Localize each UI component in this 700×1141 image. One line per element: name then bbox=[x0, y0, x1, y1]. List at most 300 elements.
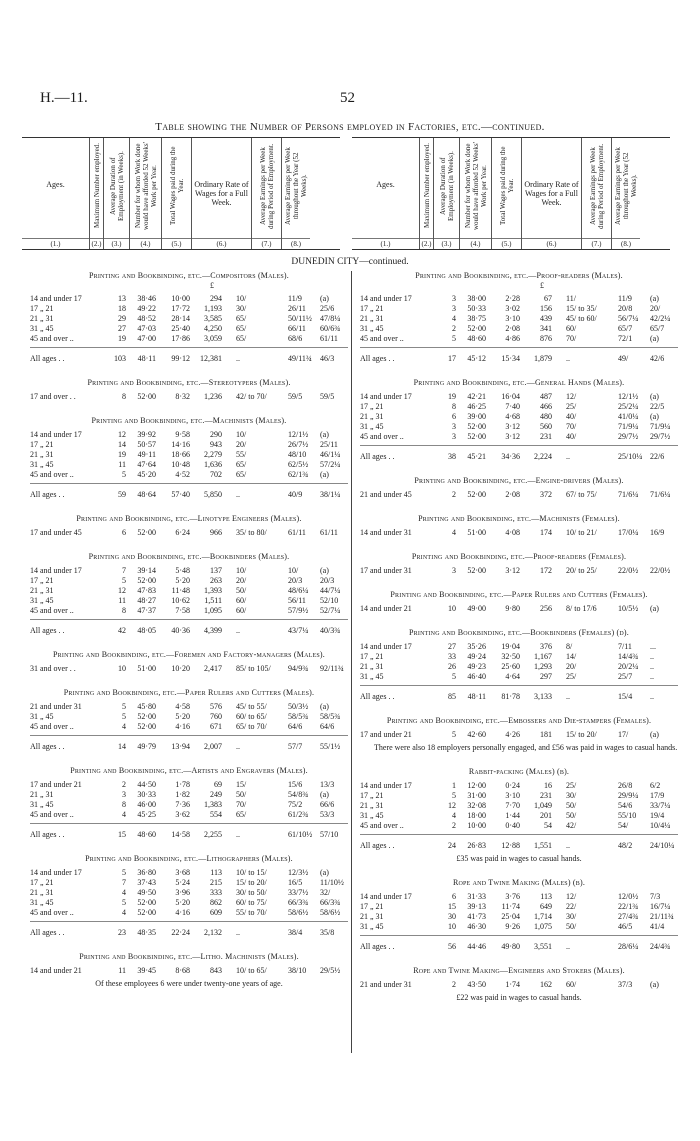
cell-col-7: 17/ bbox=[618, 730, 629, 739]
cell-col-1: 17 and under 31 bbox=[360, 566, 412, 575]
cell-col-6: 70/ bbox=[566, 422, 577, 431]
cell-col-5: 341 bbox=[540, 324, 552, 333]
cell-col-4: 1·74 bbox=[505, 980, 520, 989]
cell-col-1: 21 „ 31 bbox=[360, 314, 384, 323]
cell-col-1: All ages . . bbox=[30, 490, 65, 499]
cell-col-7: 56/7¼ bbox=[618, 314, 639, 323]
cell-col-2: 4 bbox=[122, 722, 126, 731]
cell-col-7: 59/5 bbox=[288, 392, 303, 401]
pound-sign: £ bbox=[540, 281, 544, 290]
cell-col-7: 58/6½ bbox=[288, 908, 309, 917]
cell-col-5: 67 bbox=[544, 294, 552, 303]
cell-col-8: 10/4¼ bbox=[650, 821, 671, 830]
cell-col-4: 3·02 bbox=[505, 304, 520, 313]
table-section bbox=[360, 514, 678, 538]
cell-col-2: 5 bbox=[452, 791, 456, 800]
cell-col-5: 702 bbox=[210, 470, 222, 479]
cell-col-4: 2·08 bbox=[505, 490, 520, 499]
table-row bbox=[360, 314, 678, 324]
cell-col-2: 30 bbox=[448, 912, 456, 921]
cell-col-8: 42/6 bbox=[650, 354, 665, 363]
cell-col-7: 26/7½ bbox=[288, 440, 309, 449]
section-title: Printing and Bookbinding, etc.—Machinists (Females). bbox=[418, 514, 620, 523]
cell-col-5: 256 bbox=[540, 604, 552, 613]
cell-col-1: 14 and under 17 bbox=[360, 642, 412, 651]
cell-col-4: 11·74 bbox=[501, 902, 520, 911]
total-rule bbox=[30, 347, 348, 348]
section-title: Printing and Bookbinding, etc.—Lithographers (Males). bbox=[85, 854, 293, 863]
cell-col-4: 17·86 bbox=[171, 334, 190, 343]
cell-col-6: .. bbox=[236, 490, 240, 499]
cell-col-8: 92/11¾ bbox=[320, 664, 344, 673]
cell-col-4: 4·26 bbox=[505, 730, 520, 739]
table-row bbox=[360, 604, 678, 614]
cell-col-3: 52·00 bbox=[467, 566, 486, 575]
table-row bbox=[30, 304, 348, 314]
cell-col-8: (a) bbox=[650, 412, 659, 421]
cell-col-8: 64/6 bbox=[320, 722, 335, 731]
cell-col-2: 14 bbox=[118, 440, 126, 449]
cell-col-5: 215 bbox=[210, 878, 222, 887]
cell-col-3: 37·43 bbox=[137, 878, 156, 887]
cell-col-2: 5 bbox=[452, 730, 456, 739]
cell-col-3: 52·00 bbox=[137, 908, 156, 917]
cell-col-7: 62/5½ bbox=[288, 460, 309, 469]
cell-col-3: 52·00 bbox=[137, 722, 156, 731]
cell-col-2: 19 bbox=[118, 450, 126, 459]
cell-col-6: 40/ bbox=[566, 412, 577, 421]
column-header-right bbox=[352, 137, 670, 250]
cell-col-3: 43·50 bbox=[467, 980, 486, 989]
cell-col-1: 45 and over .. bbox=[30, 810, 74, 819]
total-rule bbox=[360, 347, 678, 348]
table-row bbox=[360, 392, 678, 402]
cell-col-5: 760 bbox=[210, 712, 222, 721]
currency-marker bbox=[360, 281, 678, 290]
cell-col-8: 55/1½ bbox=[320, 742, 341, 751]
table-row bbox=[30, 470, 348, 480]
cell-col-1: 45 and over .. bbox=[30, 334, 74, 343]
column-header-label: Maximum Number employed. bbox=[92, 143, 101, 229]
column-header-6 bbox=[192, 138, 252, 249]
cell-col-8: 29/5½ bbox=[320, 966, 341, 975]
total-row bbox=[30, 830, 348, 840]
cell-col-5: 4,250 bbox=[204, 324, 222, 333]
section-rows bbox=[360, 294, 678, 344]
cell-col-4: 15·34 bbox=[501, 354, 520, 363]
cell-col-8: 57/10 bbox=[320, 830, 339, 839]
cell-col-8: (a) bbox=[650, 730, 659, 739]
cell-col-4: 4·16 bbox=[175, 722, 190, 731]
cell-col-4: 12·88 bbox=[501, 841, 520, 850]
cell-col-4: 5·24 bbox=[175, 878, 190, 887]
cell-col-2: 42 bbox=[118, 626, 126, 635]
cell-col-3: 48·52 bbox=[137, 314, 156, 323]
section-title: Printing and Bookbinding, etc.—Paper Rulers and Cutters (Males). bbox=[63, 688, 315, 697]
cell-col-4: 6·24 bbox=[175, 528, 190, 537]
table-row bbox=[30, 460, 348, 470]
cell-col-1: All ages . . bbox=[360, 841, 395, 850]
cell-col-2: 24 bbox=[448, 841, 456, 850]
column-header-6 bbox=[522, 138, 582, 249]
cell-col-2: 3 bbox=[452, 566, 456, 575]
cell-col-8: 59/5 bbox=[320, 392, 335, 401]
cell-col-8: (a) bbox=[320, 470, 329, 479]
cell-col-3: 46·25 bbox=[467, 402, 486, 411]
cell-col-4: 10·20 bbox=[171, 664, 190, 673]
cell-col-8: .. bbox=[650, 672, 654, 681]
column-number: (3.) bbox=[104, 238, 129, 248]
cell-col-6: 50/ bbox=[566, 811, 577, 820]
cell-col-4: 2·28 bbox=[505, 294, 520, 303]
cell-col-2: 5 bbox=[122, 712, 126, 721]
cell-col-7: 33/7½ bbox=[288, 888, 309, 897]
table-row bbox=[30, 450, 348, 460]
section-rows bbox=[30, 566, 348, 616]
cell-col-8: 52/10 bbox=[320, 596, 339, 605]
table-row bbox=[30, 664, 348, 674]
cell-col-3: 48·60 bbox=[137, 830, 156, 839]
column-number: (1.) bbox=[22, 238, 89, 248]
cell-col-6: 85/ to 105/ bbox=[236, 664, 271, 673]
cell-col-2: 3 bbox=[452, 304, 456, 313]
cell-col-7: 50/3½ bbox=[288, 702, 309, 711]
cell-col-5: 181 bbox=[540, 730, 552, 739]
cell-col-8: (a) bbox=[320, 430, 329, 439]
cell-col-7: 54/ bbox=[618, 821, 629, 830]
cell-col-5: 3,551 bbox=[534, 942, 552, 951]
cell-col-1: 21 and under 45 bbox=[360, 490, 412, 499]
section-note: There were also 18 employers personally engaged, and £56 was paid in wages to casual hands. bbox=[374, 743, 678, 752]
cell-col-1: 21 and under 31 bbox=[30, 702, 82, 711]
cell-col-8: 33/7¼ bbox=[650, 801, 671, 810]
column-header-8 bbox=[612, 138, 640, 249]
column-header-2 bbox=[420, 138, 434, 249]
table-row bbox=[360, 642, 678, 652]
table-row bbox=[30, 606, 348, 616]
table-row bbox=[360, 432, 678, 442]
section-title: Printing and Bookbinding, etc.—Embossers and Die-stampers (Females). bbox=[386, 716, 652, 725]
cell-col-4: 57·40 bbox=[171, 490, 190, 499]
cell-col-4: 28·14 bbox=[171, 314, 190, 323]
cell-col-2: 12 bbox=[118, 586, 126, 595]
cell-col-6: 60/ bbox=[236, 596, 247, 605]
cell-col-1: 14 and under 17 bbox=[30, 566, 82, 575]
cell-col-3: 39·13 bbox=[467, 902, 486, 911]
cell-col-7: 38/10 bbox=[288, 966, 307, 975]
cell-col-6: 45/ to 60/ bbox=[566, 314, 597, 323]
cell-col-5: 16 bbox=[544, 781, 552, 790]
cell-col-4: 1·44 bbox=[505, 811, 520, 820]
table-row bbox=[30, 576, 348, 586]
cell-col-5: 1,167 bbox=[534, 652, 552, 661]
cell-col-1: 31 „ 45 bbox=[360, 324, 384, 333]
cell-col-8: 16/9 bbox=[650, 528, 665, 537]
cell-col-7: 20/3 bbox=[288, 576, 303, 585]
table-row bbox=[30, 868, 348, 878]
total-row bbox=[360, 692, 678, 702]
cell-col-4: 4·64 bbox=[505, 672, 520, 681]
cell-col-5: 231 bbox=[540, 791, 552, 800]
table-section bbox=[360, 476, 678, 500]
table-row bbox=[30, 314, 348, 324]
cell-col-3: 46·40 bbox=[467, 672, 486, 681]
cell-col-6: 14/ bbox=[566, 652, 577, 661]
cell-col-6: 30/ bbox=[566, 791, 577, 800]
section-title: Printing and Bookbinding, etc.—Engine-drivers (Males). bbox=[414, 476, 624, 485]
cell-col-2: 8 bbox=[122, 606, 126, 615]
cell-col-4: 1·82 bbox=[175, 790, 190, 799]
currency-marker bbox=[30, 281, 348, 290]
cell-col-2: 59 bbox=[118, 490, 126, 499]
cell-col-7: 12/1½ bbox=[618, 392, 639, 401]
table-row bbox=[360, 791, 678, 801]
cell-col-5: 2,255 bbox=[204, 830, 222, 839]
cell-col-6: 20/ bbox=[236, 576, 247, 585]
cell-col-2: 6 bbox=[452, 412, 456, 421]
cell-col-1: 31 „ 45 bbox=[360, 422, 384, 431]
cell-col-1: 17 „ 21 bbox=[360, 304, 384, 313]
cell-col-6: 20/ bbox=[236, 440, 247, 449]
table-row bbox=[30, 888, 348, 898]
cell-col-1: 21 „ 31 bbox=[360, 412, 384, 421]
cell-col-5: 1,393 bbox=[204, 586, 222, 595]
cell-col-7: 71/9¼ bbox=[618, 422, 639, 431]
cell-col-7: 25/2¼ bbox=[618, 402, 639, 411]
column-number: (4.) bbox=[130, 238, 161, 248]
cell-col-8: 52/7¼ bbox=[320, 606, 341, 615]
cell-col-5: 843 bbox=[210, 966, 222, 975]
cell-col-3: 52·00 bbox=[137, 898, 156, 907]
cell-col-2: 19 bbox=[118, 334, 126, 343]
cell-col-6: 65/ bbox=[236, 810, 247, 819]
cell-col-1: 17 „ 21 bbox=[30, 440, 54, 449]
cell-col-8: .. bbox=[650, 662, 654, 671]
cell-col-6: .. bbox=[566, 942, 570, 951]
cell-col-1: 31 and over . . bbox=[30, 664, 76, 673]
cell-col-8: 16/7¼ bbox=[650, 902, 671, 911]
cell-col-1: All ages . . bbox=[30, 626, 65, 635]
cell-col-5: 554 bbox=[210, 810, 222, 819]
cell-col-8: (a) bbox=[320, 294, 329, 303]
cell-col-5: 1,636 bbox=[204, 460, 222, 469]
cell-col-5: 2,007 bbox=[204, 742, 222, 751]
cell-col-1: 14 and under 17 bbox=[360, 294, 412, 303]
cell-col-3: 12·00 bbox=[467, 781, 486, 790]
cell-col-2: 5 bbox=[452, 672, 456, 681]
cell-col-2: 6 bbox=[452, 892, 456, 901]
table-section bbox=[360, 878, 678, 952]
cell-col-1: 21 „ 31 bbox=[360, 801, 384, 810]
cell-col-3: 48·11 bbox=[467, 692, 486, 701]
cell-col-8: (a) bbox=[650, 604, 659, 613]
total-rule bbox=[360, 935, 678, 936]
section-rows bbox=[30, 868, 348, 918]
table-section bbox=[360, 552, 678, 576]
section-rows bbox=[30, 392, 348, 402]
cell-col-1: 31 „ 45 bbox=[30, 712, 54, 721]
cell-col-4: 1·78 bbox=[175, 780, 190, 789]
cell-col-4: 32·50 bbox=[501, 652, 520, 661]
cell-col-3: 49·24 bbox=[467, 652, 486, 661]
cell-col-2: 5 bbox=[122, 898, 126, 907]
cell-col-8: 11/10½ bbox=[320, 878, 344, 887]
cell-col-1: 31 „ 45 bbox=[30, 324, 54, 333]
cell-col-3: 45·25 bbox=[137, 810, 156, 819]
table-row bbox=[360, 730, 678, 740]
cell-col-5: 862 bbox=[210, 898, 222, 907]
column-header-label: Average Earnings per Week during Period of Employment. bbox=[258, 143, 275, 229]
cell-col-7: 66/3¾ bbox=[288, 898, 309, 907]
cell-col-3: 10·00 bbox=[467, 821, 486, 830]
cell-col-6: 10/ to 15/ bbox=[236, 868, 267, 877]
column-header-label: Ages. bbox=[46, 180, 65, 189]
cell-col-7: 15/6 bbox=[288, 780, 303, 789]
table-row bbox=[360, 980, 678, 990]
cell-col-1: 45 and over .. bbox=[360, 821, 404, 830]
cell-col-3: 52·00 bbox=[467, 432, 486, 441]
cell-col-6: 15/ bbox=[236, 780, 247, 789]
cell-col-8: (a) bbox=[320, 702, 329, 711]
cell-col-2: 5 bbox=[122, 868, 126, 877]
cell-col-4: 4·58 bbox=[175, 702, 190, 711]
cell-col-4: 5·20 bbox=[175, 576, 190, 585]
cell-col-3: 52·00 bbox=[467, 490, 486, 499]
cell-col-4: 25·40 bbox=[171, 324, 190, 333]
cell-col-2: 23 bbox=[118, 928, 126, 937]
cell-col-6: 25/ bbox=[566, 672, 577, 681]
cell-col-2: 5 bbox=[122, 470, 126, 479]
cell-col-2: 4 bbox=[122, 908, 126, 917]
cell-col-2: 29 bbox=[118, 314, 126, 323]
table-row bbox=[30, 800, 348, 810]
cell-col-6: 40/ bbox=[566, 432, 577, 441]
cell-col-5: 966 bbox=[210, 528, 222, 537]
cell-col-3: 47·03 bbox=[137, 324, 156, 333]
section-title: Printing and Bookbinding, etc.—Machinists (Males). bbox=[91, 416, 287, 425]
cell-col-7: 14/4¾ bbox=[618, 652, 639, 661]
cell-col-2: 38 bbox=[448, 452, 456, 461]
table-row bbox=[30, 324, 348, 334]
cell-col-1: 45 and over .. bbox=[30, 606, 74, 615]
cell-col-3: 44·46 bbox=[467, 942, 486, 951]
cell-col-1: 21 „ 31 bbox=[30, 314, 54, 323]
section-rows bbox=[30, 702, 348, 732]
section-title: Rope and Twine Making (Males) (b). bbox=[452, 878, 586, 887]
cell-col-6: 70/ bbox=[236, 800, 247, 809]
cell-col-1: 21 „ 31 bbox=[360, 662, 384, 671]
cell-col-6: 10/ bbox=[236, 294, 247, 303]
cell-col-8: 40/3¾ bbox=[320, 626, 341, 635]
cell-col-3: 48·35 bbox=[137, 928, 156, 937]
total-rule bbox=[360, 445, 678, 446]
cell-col-7: 65/7 bbox=[618, 324, 633, 333]
column-header-7 bbox=[252, 138, 282, 249]
table-row bbox=[30, 430, 348, 440]
total-row bbox=[30, 354, 348, 364]
column-header-7 bbox=[582, 138, 612, 249]
cell-col-3: 32·08 bbox=[467, 801, 486, 810]
table-row bbox=[360, 566, 678, 576]
cell-col-2: 27 bbox=[118, 324, 126, 333]
cell-col-3: 38·75 bbox=[467, 314, 486, 323]
cell-col-5: 4,399 bbox=[204, 626, 222, 635]
column-header-label: Total Wages paid during the Year. bbox=[498, 146, 515, 226]
cell-col-3: 48·64 bbox=[137, 490, 156, 499]
cell-col-5: 162 bbox=[540, 980, 552, 989]
section-title: Printing and Bookbinding, etc.—Litho. Machinists (Males). bbox=[79, 952, 299, 961]
cell-col-4: 14·58 bbox=[171, 830, 190, 839]
cell-col-2: 6 bbox=[122, 528, 126, 537]
cell-col-7: 38/4 bbox=[288, 928, 303, 937]
cell-col-6: .. bbox=[236, 742, 240, 751]
cell-col-7: 57/9½ bbox=[288, 606, 309, 615]
column-header-left bbox=[22, 137, 340, 250]
section-rows bbox=[360, 392, 678, 442]
total-row bbox=[30, 928, 348, 938]
section-rows bbox=[360, 642, 678, 682]
cell-col-8: 58/6½ bbox=[320, 908, 341, 917]
cell-col-8: ... bbox=[650, 642, 656, 651]
column-header-label: Ordinary Rate of Wages for a Full Week. bbox=[194, 180, 249, 207]
cell-col-7: 61/10½ bbox=[288, 830, 313, 839]
column-header-label: Ages. bbox=[376, 180, 395, 189]
cell-col-5: 1,383 bbox=[204, 800, 222, 809]
table-row bbox=[30, 790, 348, 800]
cell-col-2: 11 bbox=[118, 460, 126, 469]
section-note: Of these employees 6 were under twenty-one years of age. bbox=[95, 979, 283, 988]
cell-col-4: 0·24 bbox=[505, 781, 520, 790]
section-rows bbox=[360, 566, 678, 576]
cell-col-7: 54/6 bbox=[618, 801, 633, 810]
total-rule bbox=[30, 735, 348, 736]
cell-col-2: 4 bbox=[452, 528, 456, 537]
cell-col-5: 69 bbox=[214, 780, 222, 789]
cell-col-1: 31 „ 45 bbox=[30, 800, 54, 809]
cell-col-6: 25/ bbox=[566, 402, 577, 411]
cell-col-8: 65/7 bbox=[650, 324, 665, 333]
column-header-label: Number for whom Work done would have afforded 52 Weeks' Work per Year. bbox=[463, 142, 488, 230]
cell-col-8: 38/1¼ bbox=[320, 490, 341, 499]
column-header-5 bbox=[492, 138, 522, 249]
cell-col-5: 294 bbox=[210, 294, 222, 303]
cell-col-1: All ages . . bbox=[30, 354, 65, 363]
cell-col-5: 943 bbox=[210, 440, 222, 449]
cell-col-3: 42·21 bbox=[467, 392, 486, 401]
total-rule bbox=[30, 619, 348, 620]
cell-col-3: 51·00 bbox=[467, 528, 486, 537]
cell-col-7: 48/6¼ bbox=[288, 586, 309, 595]
cell-col-5: 372 bbox=[540, 490, 552, 499]
column-header-3 bbox=[434, 138, 460, 249]
cell-col-5: 1,236 bbox=[204, 392, 222, 401]
cell-col-3: 39·92 bbox=[137, 430, 156, 439]
table-row bbox=[360, 781, 678, 791]
cell-col-3: 31·33 bbox=[467, 892, 486, 901]
cell-col-1: 21 „ 31 bbox=[360, 912, 384, 921]
cell-col-1: 17 „ 21 bbox=[360, 902, 384, 911]
section-title: Printing and Bookbinding, etc.—Proof-readers (Males). bbox=[415, 271, 623, 280]
cell-col-4: 3·10 bbox=[505, 314, 520, 323]
cell-col-8: 32/ bbox=[320, 888, 331, 897]
cell-col-2: 11 bbox=[118, 596, 126, 605]
cell-col-5: 201 bbox=[540, 811, 552, 820]
cell-col-6: 30/ to 50/ bbox=[236, 888, 267, 897]
cell-col-6: 42/ bbox=[566, 821, 577, 830]
cell-col-8: 29/7½ bbox=[650, 432, 671, 441]
cell-col-1: 14 and under 17 bbox=[30, 430, 82, 439]
column-number: (7.) bbox=[582, 238, 611, 248]
